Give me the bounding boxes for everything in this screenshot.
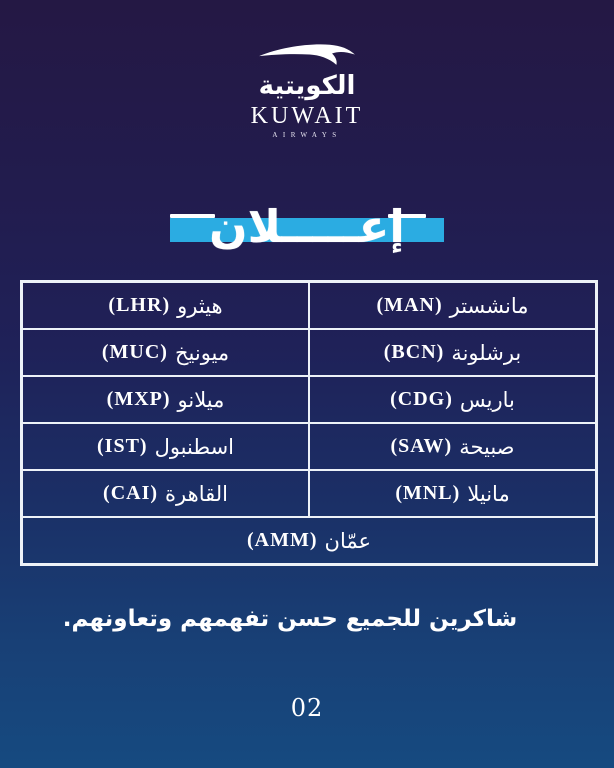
destination-cell-paris	[309, 376, 596, 423]
destination-city: القاهرة	[165, 481, 228, 506]
destination-city: برشلونة	[451, 340, 522, 365]
announcement-banner	[170, 200, 444, 253]
airport-code: ( MXP )	[107, 388, 171, 411]
destinations-table	[20, 280, 598, 566]
thanks-message: شاكرين للجميع حسن تفهمهم وتعاونهم.	[62, 606, 518, 632]
destination-city: اسطنبول	[154, 434, 235, 459]
destination-cell-amman	[22, 517, 596, 564]
destination-cell-istanbul	[22, 423, 309, 470]
destination-cell-barcelona	[309, 329, 596, 376]
destination-cell-milan	[22, 376, 309, 423]
page-number: 02	[290, 694, 324, 722]
airport-code: ( SAW )	[390, 435, 452, 458]
destination-cell-munich	[22, 329, 309, 376]
airport-code: ( LHR )	[108, 294, 170, 317]
logo-arabic-wordmark: الكويتية	[258, 71, 356, 101]
destination-city: عمّان	[324, 528, 372, 553]
announcement-title: إعـــــلان	[209, 200, 405, 253]
airport-code: ( MAN )	[377, 294, 443, 317]
destination-cell-sabiha	[309, 423, 596, 470]
airport-code: ( AMM )	[247, 529, 318, 552]
destination-cell-heathrow	[22, 282, 309, 329]
airport-code: ( MNL )	[395, 482, 460, 505]
airport-code: ( IST )	[97, 435, 148, 458]
airport-code: ( MUC )	[102, 341, 168, 364]
destination-cell-cairo	[22, 470, 309, 517]
airport-code: ( CDG )	[390, 388, 453, 411]
kuwait-airways-logo	[0, 38, 614, 139]
destination-cell-manila	[309, 470, 596, 517]
destination-city: باريس	[459, 387, 515, 412]
destination-city: مانيلا	[467, 481, 510, 506]
destination-city: مانشستر	[449, 293, 529, 318]
logo-english-wordmark: KUWAIT	[250, 102, 364, 129]
bird-logo-icon	[258, 38, 356, 70]
airport-code: ( BCN )	[384, 341, 445, 364]
logo-english-subtitle: AIRWAYS	[272, 130, 342, 139]
destination-cell-manchester	[309, 282, 596, 329]
destination-city: هيثرو	[177, 293, 223, 318]
airport-code: ( CAI )	[103, 482, 158, 505]
destination-city: ميونيخ	[174, 340, 230, 365]
destination-city: ميلانو	[177, 387, 225, 412]
destination-city: صبيحة	[459, 434, 515, 459]
